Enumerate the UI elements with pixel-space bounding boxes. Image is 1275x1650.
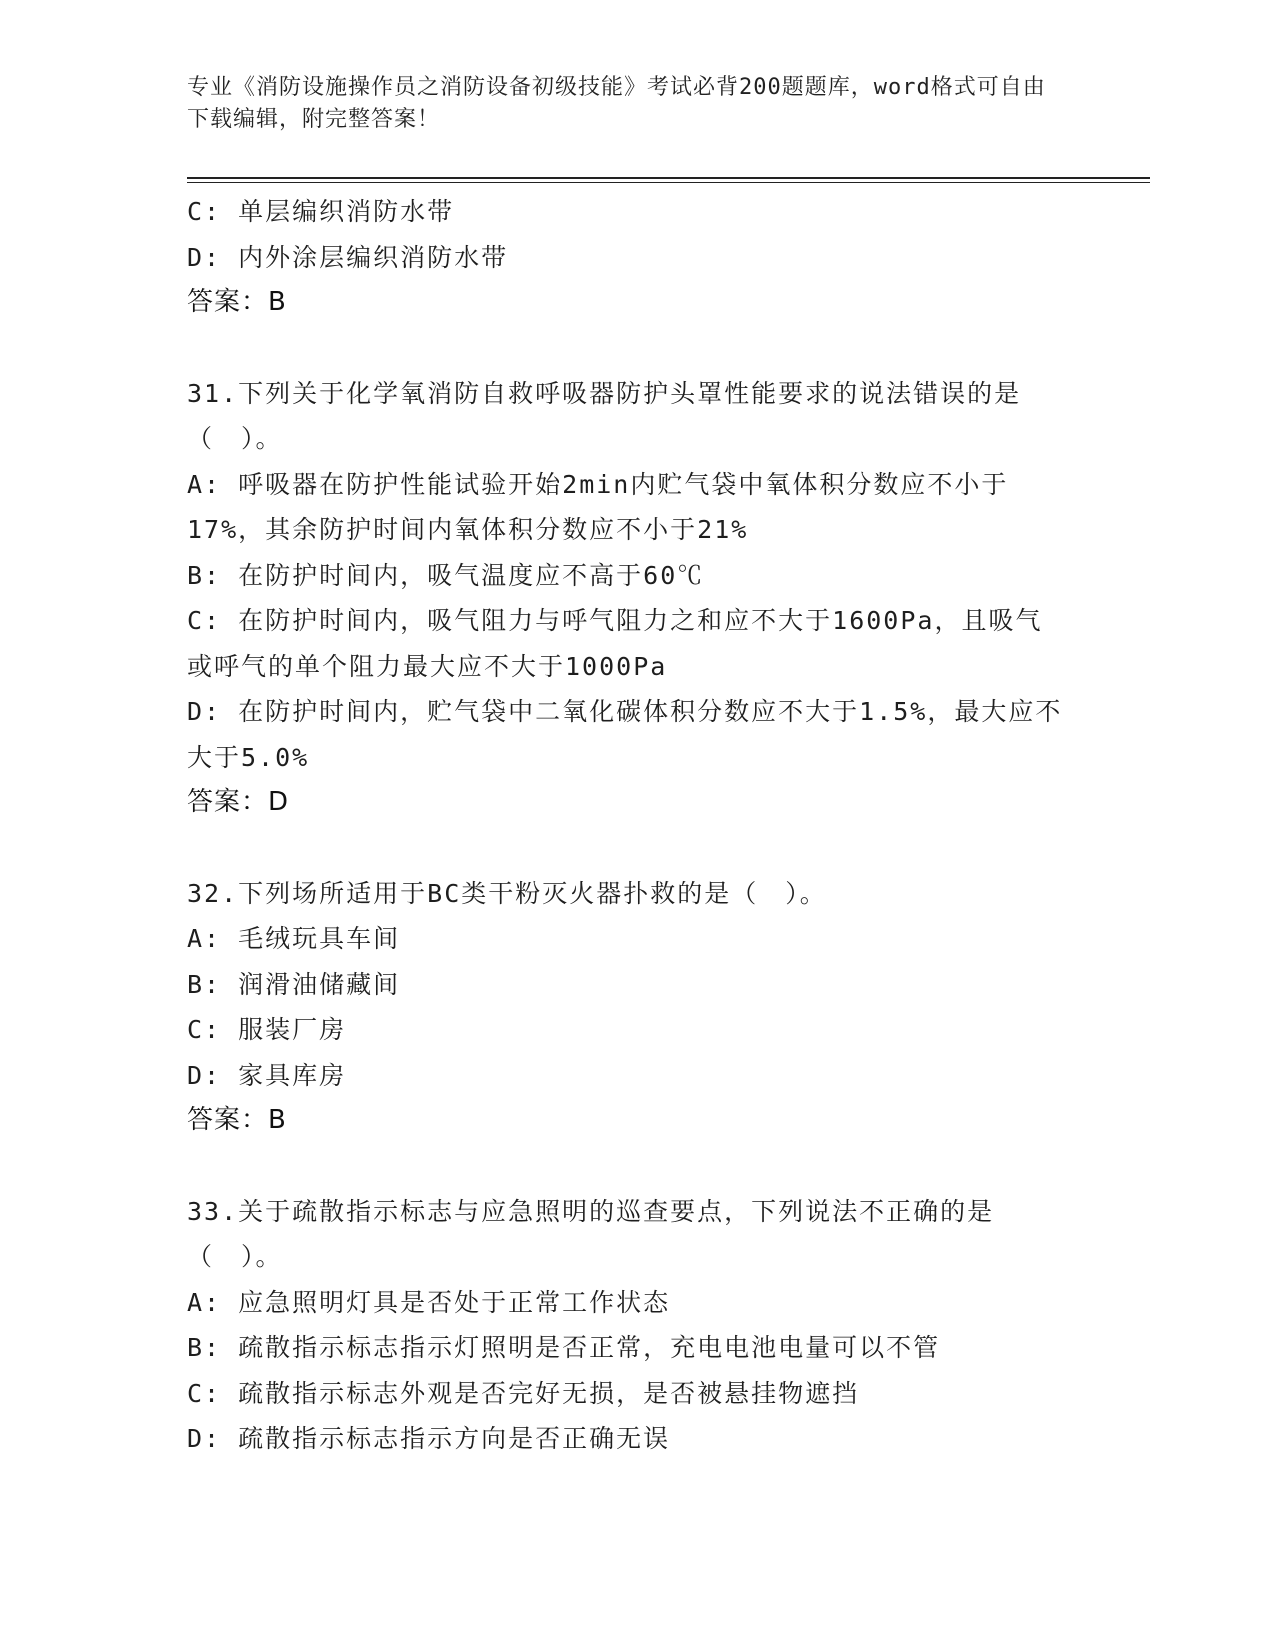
question-32 [187,871,1087,1144]
option-c: C: 疏散指示标志外观是否完好无损，是否被悬挂物遮挡 [187,1378,860,1408]
option-c: C: 服装厂房 [187,1015,347,1044]
spacer [187,826,1087,871]
option-d: D: 家具库房 [187,1060,347,1090]
question-31 [187,371,1087,826]
question-stem: 33.关于疏散指示标志与应急照明的巡查要点，下列说法不正确的是（ ）。 [187,1196,995,1271]
option-d: D: 内外涂层编织消防水带 [187,242,509,272]
question-33 [187,1189,1087,1462]
option-a: A: 呼吸器在防护性能试验开始2min内贮气袋中氧体积分数应不小于17%，其余防护时间内氧体积分数应不小于21% [187,469,1009,544]
question-30-tail [187,189,1087,326]
answer-label: 答案：D [187,787,290,817]
document-content [187,189,1087,1462]
question-stem: 32.下列场所适用于BC类干粉灭火器扑救的是（ ）。 [187,878,827,908]
option-a: A: 毛绒玩具车间 [187,924,401,953]
spacer [187,1144,1087,1189]
option-b: B: 疏散指示标志指示灯照明是否正常，充电电池电量可以不管 [187,1333,941,1362]
option-b: B: 润滑油储藏间 [187,969,401,999]
answer-label: 答案：B [187,1105,287,1135]
document-header: 专业《消防设施操作员之消防设备初级技能》考试必背200题题库，word格式可自由下载编辑，附完整答案！ [187,75,1046,132]
option-d: D: 在防护时间内，贮气袋中二氧化碳体积分数应不大于1.5%，最大应不大于5.0% [187,697,1063,772]
option-a: A: 应急照明灯具是否处于正常工作状态 [187,1287,671,1317]
option-b: B: 在防护时间内，吸气温度应不高于60℃ [187,560,705,590]
option-d: D: 疏散指示标志指示方向是否正确无误 [187,1424,671,1453]
answer-label: 答案：B [187,287,287,317]
header-rule-thick [187,177,1150,179]
header-rule-thin [187,182,1150,183]
spacer [187,326,1087,371]
question-stem: 31.下列关于化学氧消防自救呼吸器防护头罩性能要求的说法错误的是（ ）。 [187,378,1022,453]
option-c: C: 在防护时间内，吸气阻力与呼气阻力之和应不大于1600Pa，且吸气或呼气的单个阻力最大应不大于1000Pa [187,606,1043,681]
option-c: C: 单层编织消防水带 [187,197,455,226]
